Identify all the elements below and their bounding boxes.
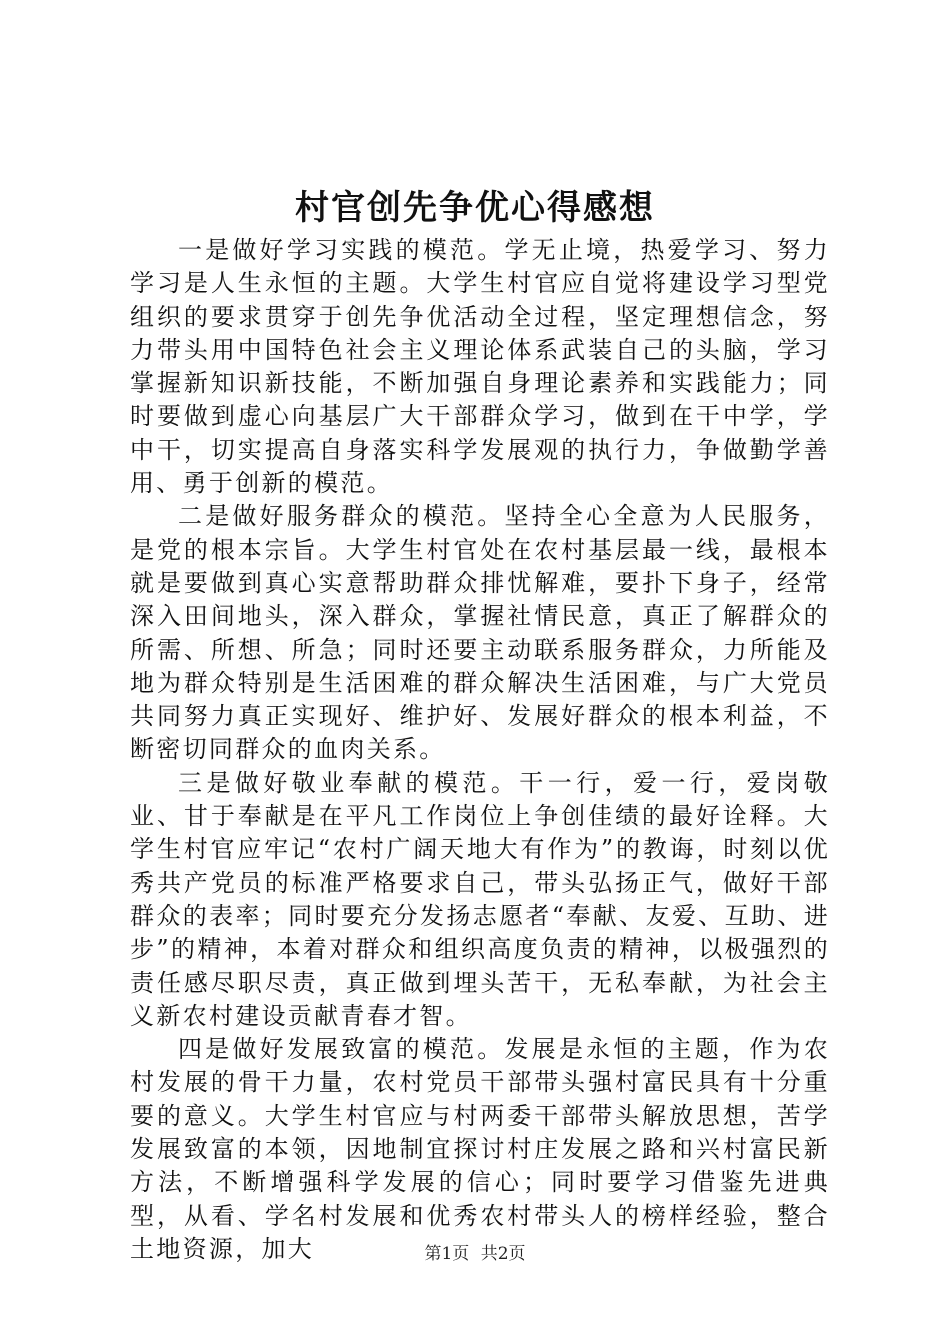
- page-footer: [0, 1243, 950, 1265]
- page-number: 第1页: [424, 1244, 470, 1264]
- paragraph-4: 四是做好发展致富的模范。发展是永恒的主题，作为农村发展的骨干力量，农村党员干部带头强村富民具有十分重要的意义。大学生村官应与村两委干部带头解放思想，苦学发展致富的本领，因地制宜探讨村庄发展之路和兴村富民新方法，不断增强科学发展的信心；同时要学习借鉴先进典型，从看、学名村发展和优秀农村带头人的榜样经验，整合土地资源，加大: [130, 1035, 830, 1263]
- page-total: 共2页: [480, 1244, 526, 1264]
- document-title: 村官创先争优心得感想: [295, 188, 655, 228]
- paragraph-2: 二是做好服务群众的模范。坚持全心全意为人民服务，是党的根本宗旨。大学生村官处在农村基层最一线，最根本就是要做到真心实意帮助群众排忧解难，要扑下身子，经常深入田间地头，深入群众，掌握社情民意，真正了解群众的所需、所想、所急；同时还要主动联系服务群众，力所能及地为群众特别是生活困难的群众解决生活困难，与广大党员共同努力真正实现好、维护好、发展好群众的根本利益，不断密切同群众的血肉关系。: [130, 502, 830, 764]
- paragraph-3: 三是做好敬业奉献的模范。干一行，爱一行，爱岗敬业、甘于奉献是在平凡工作岗位上争创佳绩的最好诠释。大学生村官应牢记“农村广阔天地大有作为”的教诲，时刻以优秀共产党员的标准严格要求自己，带头弘扬正气，做好干部群众的表率；同时要充分发扬志愿者“奉献、友爱、互助、进步”的精神，本着对群众和组织高度负责的精神，以极强烈的责任感尽职尽责，真正做到埋头苦干，无私奉献，为社会主义新农村建设贡献青春才智。: [130, 768, 830, 1030]
- paragraph-1: 一是做好学习实践的模范。学无止境，热爱学习、努力学习是人生永恒的主题。大学生村官应自觉将建设学习型党组织的要求贯穿于创先争优活动全过程，坚定理想信念，努力带头用中国特色社会主义理论体系武装自己的头脑，学习掌握新知识新技能，不断加强自身理论素养和实践能力；同时要做到虚心向基层广大干部群众学习，做到在干中学，学中干，切实提高自身落实科学发展观的执行力，争做勤学善用、勇于创新的模范。: [130, 236, 830, 498]
- document-body: [130, 234, 830, 1266]
